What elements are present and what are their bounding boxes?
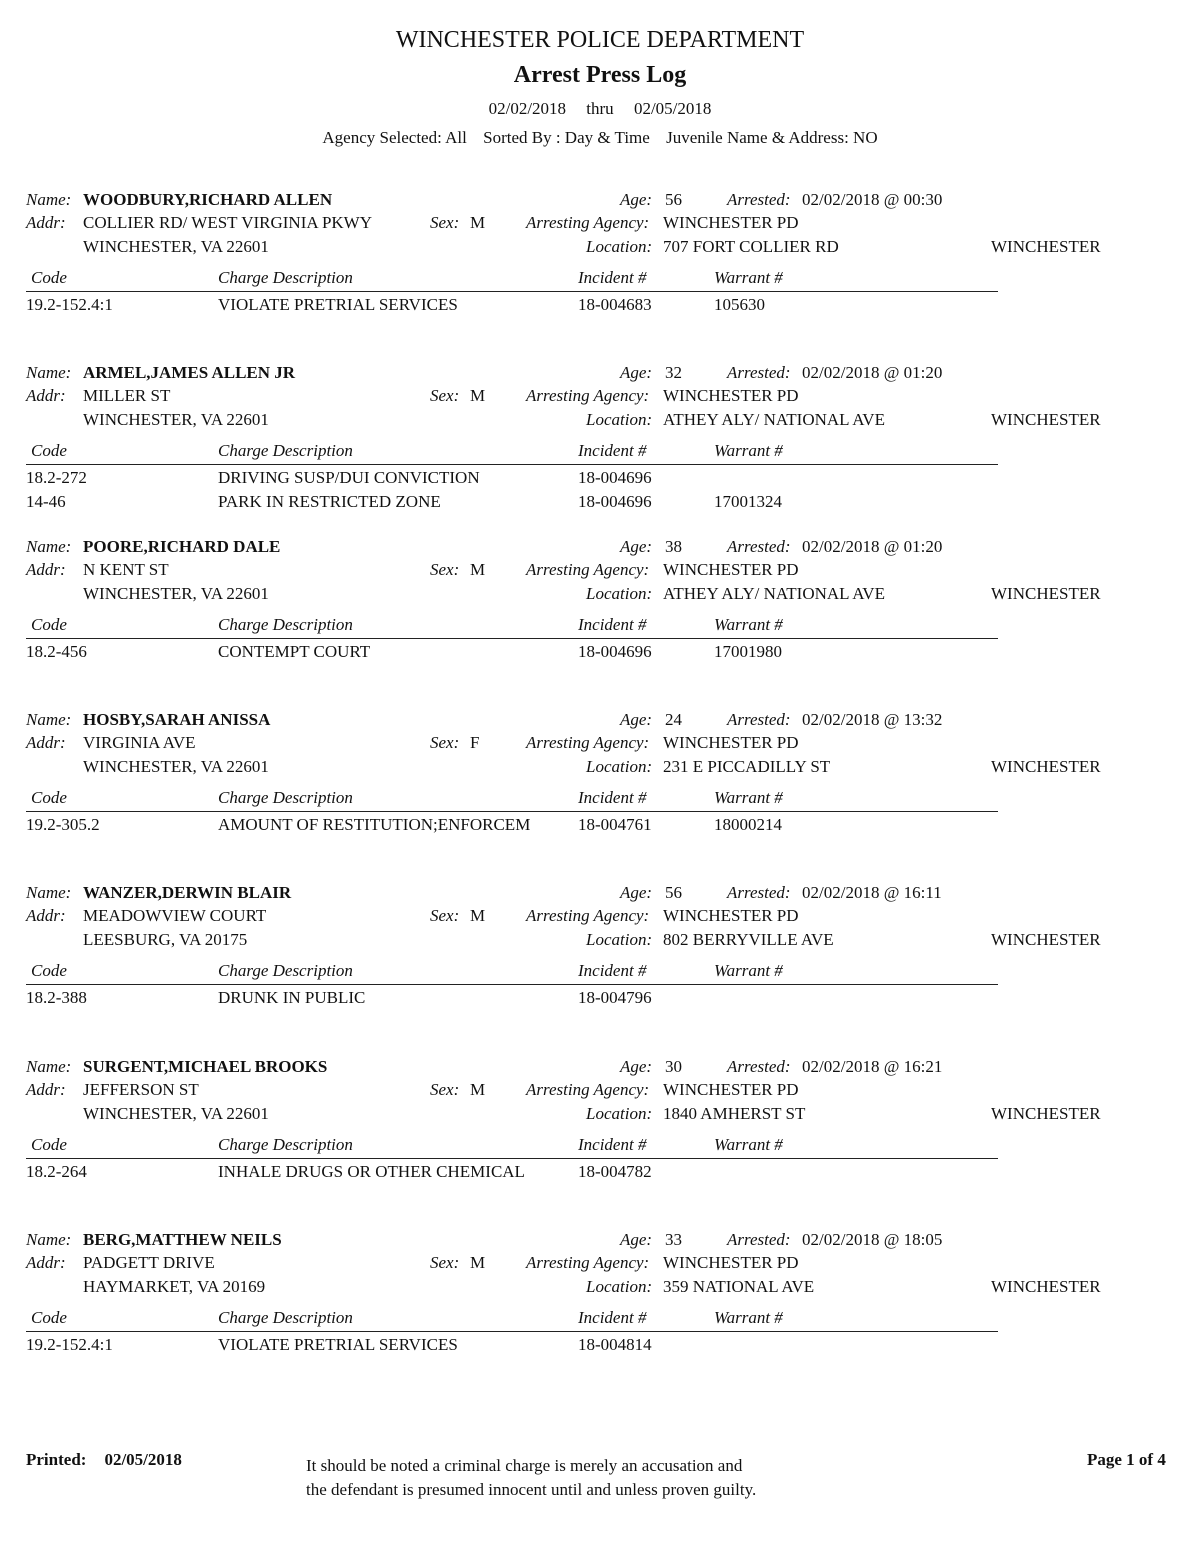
page-number: Page 1 of 4: [1087, 1450, 1166, 1469]
jurisdiction: WINCHESTER: [991, 1277, 1101, 1296]
age-label: Age:: [620, 1230, 653, 1249]
age-label: Age:: [620, 1057, 653, 1076]
charge-column-header: Charge Description: [218, 1308, 353, 1327]
jurisdiction: WINCHESTER: [991, 930, 1101, 949]
code-column-header: Code: [31, 961, 67, 980]
warrant-column-header: Warrant #: [714, 441, 783, 460]
addr-label: Addr:: [26, 906, 66, 925]
arrestee-age: 30: [665, 1057, 682, 1076]
name-label: Name:: [26, 1230, 72, 1249]
arrestee-name: SURGENT,MICHAEL BROOKS: [83, 1057, 328, 1076]
arrest-record: [0, 360, 1200, 530]
code-column-header: Code: [31, 441, 67, 460]
address-line-2: WINCHESTER, VA 22601: [83, 1104, 269, 1123]
arrested-label: Arrested:: [727, 1230, 791, 1249]
arrested-datetime: 02/02/2018 @ 16:21: [802, 1057, 943, 1076]
arresting-agency: WINCHESTER PD: [663, 1080, 799, 1099]
charge-code: 18.2-388: [26, 988, 87, 1007]
agency-label: Arresting Agency:: [526, 1253, 650, 1272]
arrested-label: Arrested:: [727, 363, 791, 382]
name-label: Name:: [26, 710, 72, 729]
charge-code: 19.2-152.4:1: [26, 295, 113, 314]
header-divider: [26, 811, 998, 812]
address-line-1: COLLIER RD/ WEST VIRGINIA PKWY: [83, 213, 372, 232]
arrestee-age: 38: [665, 537, 682, 556]
charge-description: AMOUNT OF RESTITUTION;ENFORCEM: [218, 815, 531, 834]
incident-column-header: Incident #: [578, 615, 647, 634]
charge-code: 14-46: [26, 492, 66, 511]
sex-label: Sex:: [430, 1080, 460, 1099]
warrant-column-header: Warrant #: [714, 961, 783, 980]
charge-code: 19.2-152.4:1: [26, 1335, 113, 1354]
addr-label: Addr:: [26, 1080, 66, 1099]
code-column-header: Code: [31, 788, 67, 807]
arrested-label: Arrested:: [727, 537, 791, 556]
arrestee-name: HOSBY,SARAH ANISSA: [83, 710, 271, 729]
name-label: Name:: [26, 883, 72, 902]
code-column-header: Code: [31, 268, 67, 287]
charge-code: 18.2-456: [26, 642, 87, 661]
arresting-agency: WINCHESTER PD: [663, 733, 799, 752]
arrestee-sex: M: [470, 1253, 486, 1272]
arrested-label: Arrested:: [727, 710, 791, 729]
printed-value: 02/05/2018: [104, 1450, 182, 1469]
arrestee-name: WOODBURY,RICHARD ALLEN: [83, 190, 333, 209]
juvenile-flag: Juvenile Name & Address: NO: [666, 128, 878, 147]
arrestee-name: BERG,MATTHEW NEILS: [83, 1230, 282, 1249]
incident-column-header: Incident #: [578, 788, 647, 807]
incident-column-header: Incident #: [578, 1308, 647, 1327]
arrestee-age: 33: [665, 1230, 682, 1249]
address-line-1: N KENT ST: [83, 560, 169, 579]
addr-label: Addr:: [26, 386, 66, 405]
charge-description: CONTEMPT COURT: [218, 642, 371, 661]
arrest-location: 359 NATIONAL AVE: [663, 1277, 815, 1296]
arrestee-name: ARMEL,JAMES ALLEN JR: [83, 363, 296, 382]
address-line-1: MILLER ST: [83, 386, 171, 405]
date-range: [0, 99, 1200, 119]
report-title: Arrest Press Log: [513, 62, 687, 88]
agency-label: Arresting Agency:: [526, 213, 650, 232]
arrested-datetime: 02/02/2018 @ 13:32: [802, 710, 943, 729]
header-divider: [26, 291, 998, 292]
incident-number: 18-004761: [578, 815, 652, 834]
agency-label: Arresting Agency:: [526, 906, 650, 925]
charge-code: 18.2-272: [26, 468, 87, 487]
code-column-header: Code: [31, 615, 67, 634]
charge-code: 18.2-264: [26, 1162, 87, 1181]
agency-label: Arresting Agency:: [526, 560, 650, 579]
arrest-location: 802 BERRYVILLE AVE: [663, 930, 834, 949]
arrested-datetime: 02/02/2018 @ 18:05: [802, 1230, 943, 1249]
header-divider: [26, 638, 998, 639]
incident-number: 18-004782: [578, 1162, 652, 1181]
address-line-1: PADGETT DRIVE: [83, 1253, 215, 1272]
warrant-column-header: Warrant #: [714, 268, 783, 287]
incident-column-header: Incident #: [578, 268, 647, 287]
arrested-label: Arrested:: [727, 190, 791, 209]
location-label: Location:: [586, 757, 653, 776]
location-label: Location:: [586, 410, 653, 429]
location-label: Location:: [586, 584, 653, 603]
address-line-2: WINCHESTER, VA 22601: [83, 584, 269, 603]
arrestee-sex: M: [470, 560, 486, 579]
incident-number: 18-004683: [578, 295, 652, 314]
incident-column-header: Incident #: [578, 441, 647, 460]
arrest-record: [0, 534, 1200, 704]
name-label: Name:: [26, 190, 72, 209]
charge-description: VIOLATE PRETRIAL SERVICES: [218, 1335, 458, 1354]
name-label: Name:: [26, 537, 72, 556]
charge-column-header: Charge Description: [218, 788, 353, 807]
location-label: Location:: [586, 237, 653, 256]
charge-code: 19.2-305.2: [26, 815, 100, 834]
sex-label: Sex:: [430, 906, 460, 925]
location-label: Location:: [586, 930, 653, 949]
header-divider: [26, 984, 998, 985]
arrestee-age: 56: [665, 190, 682, 209]
warrant-number: 17001980: [714, 642, 782, 661]
charge-description: DRUNK IN PUBLIC: [218, 988, 366, 1007]
arresting-agency: WINCHESTER PD: [663, 213, 799, 232]
printed-label: Printed:: [26, 1450, 87, 1469]
arrest-record: [0, 707, 1200, 877]
arrested-datetime: 02/02/2018 @ 16:11: [802, 883, 942, 902]
addr-label: Addr:: [26, 1253, 66, 1272]
agency-label: Arresting Agency:: [526, 386, 650, 405]
arrestee-name: POORE,RICHARD DALE: [83, 537, 281, 556]
jurisdiction: WINCHESTER: [991, 410, 1101, 429]
warrant-column-header: Warrant #: [714, 1135, 783, 1154]
incident-column-header: Incident #: [578, 961, 647, 980]
charge-column-header: Charge Description: [218, 441, 353, 460]
warrant-column-header: Warrant #: [714, 615, 783, 634]
report-parameters: [0, 128, 1200, 148]
charge-column-header: Charge Description: [218, 961, 353, 980]
arrestee-sex: M: [470, 906, 486, 925]
address-line-2: HAYMARKET, VA 20169: [83, 1277, 266, 1296]
arrest-record: [0, 880, 1200, 1050]
charge-column-header: Charge Description: [218, 268, 353, 287]
header-divider: [26, 1158, 998, 1159]
arresting-agency: WINCHESTER PD: [663, 906, 799, 925]
warrant-number: 105630: [714, 295, 765, 314]
arrested-datetime: 02/02/2018 @ 00:30: [802, 190, 943, 209]
charge-column-header: Charge Description: [218, 1135, 353, 1154]
arrested-datetime: 02/02/2018 @ 01:20: [802, 363, 943, 382]
header-divider: [26, 1331, 998, 1332]
arrest-record: [0, 1227, 1200, 1397]
agency-label: Arresting Agency:: [526, 733, 650, 752]
arrest-location: 231 E PICCADILLY ST: [663, 757, 831, 776]
incident-column-header: Incident #: [578, 1135, 647, 1154]
name-label: Name:: [26, 363, 72, 382]
location-label: Location:: [586, 1104, 653, 1123]
disclaimer-line-1: It should be noted a criminal charge is merely an accusation and: [306, 1456, 743, 1475]
incident-number: 18-004696: [578, 492, 652, 511]
charge-description: VIOLATE PRETRIAL SERVICES: [218, 295, 458, 314]
address-line-2: WINCHESTER, VA 22601: [83, 410, 269, 429]
arrest-location: 707 FORT COLLIER RD: [663, 237, 839, 256]
arrestee-sex: M: [470, 1080, 486, 1099]
printed-date: [26, 1450, 200, 1470]
address-line-1: MEADOWVIEW COURT: [83, 906, 267, 925]
department-title: WINCHESTER POLICE DEPARTMENT: [395, 27, 805, 53]
arrest-location: ATHEY ALY/ NATIONAL AVE: [663, 410, 885, 429]
charge-description: PARK IN RESTRICTED ZONE: [218, 492, 441, 511]
charge-description: DRIVING SUSP/DUI CONVICTION: [218, 468, 480, 487]
disclaimer-line-2: the defendant is presumed innocent until and unless proven guilty.: [306, 1480, 757, 1499]
warrant-number: 18000214: [714, 815, 782, 834]
sex-label: Sex:: [430, 560, 460, 579]
arrest-record: [0, 1054, 1200, 1224]
header-divider: [26, 464, 998, 465]
date-thru: thru: [586, 99, 614, 118]
arrested-label: Arrested:: [727, 1057, 791, 1076]
arresting-agency: WINCHESTER PD: [663, 1253, 799, 1272]
age-label: Age:: [620, 363, 653, 382]
arrestee-name: WANZER,DERWIN BLAIR: [83, 883, 292, 902]
disclaimer-note: [306, 1454, 756, 1502]
sex-label: Sex:: [430, 386, 460, 405]
arrestee-age: 24: [665, 710, 682, 729]
addr-label: Addr:: [26, 213, 66, 232]
warrant-column-header: Warrant #: [714, 788, 783, 807]
code-column-header: Code: [31, 1135, 67, 1154]
arrestee-age: 56: [665, 883, 682, 902]
addr-label: Addr:: [26, 733, 66, 752]
age-label: Age:: [620, 883, 653, 902]
age-label: Age:: [620, 190, 653, 209]
arrestee-sex: M: [470, 386, 486, 405]
arrestee-age: 32: [665, 363, 682, 382]
jurisdiction: WINCHESTER: [991, 237, 1101, 256]
sorted-by: Sorted By : Day & Time: [483, 128, 650, 147]
arrest-location: 1840 AMHERST ST: [663, 1104, 806, 1123]
arrestee-sex: M: [470, 213, 486, 232]
charge-description: INHALE DRUGS OR OTHER CHEMICAL: [218, 1162, 525, 1181]
jurisdiction: WINCHESTER: [991, 1104, 1101, 1123]
address-line-2: LEESBURG, VA 20175: [83, 930, 248, 949]
agency-selected: Agency Selected: All: [322, 128, 467, 147]
address-line-2: WINCHESTER, VA 22601: [83, 757, 269, 776]
name-label: Name:: [26, 1057, 72, 1076]
arresting-agency: WINCHESTER PD: [663, 560, 799, 579]
date-to: 02/05/2018: [633, 99, 712, 118]
address-line-1: VIRGINIA AVE: [83, 733, 196, 752]
arrested-label: Arrested:: [727, 883, 791, 902]
age-label: Age:: [620, 710, 653, 729]
jurisdiction: WINCHESTER: [991, 584, 1101, 603]
age-label: Age:: [620, 537, 653, 556]
sex-label: Sex:: [430, 1253, 460, 1272]
location-label: Location:: [586, 1277, 653, 1296]
arrest-record: [0, 187, 1200, 357]
warrant-number: 17001324: [714, 492, 782, 511]
sex-label: Sex:: [430, 733, 460, 752]
code-column-header: Code: [31, 1308, 67, 1327]
arrest-location: ATHEY ALY/ NATIONAL AVE: [663, 584, 885, 603]
incident-number: 18-004796: [578, 988, 652, 1007]
arresting-agency: WINCHESTER PD: [663, 386, 799, 405]
date-from: 02/02/2018: [488, 99, 567, 118]
incident-number: 18-004814: [578, 1335, 652, 1354]
incident-number: 18-004696: [578, 642, 652, 661]
warrant-column-header: Warrant #: [714, 1308, 783, 1327]
arrested-datetime: 02/02/2018 @ 01:20: [802, 537, 943, 556]
sex-label: Sex:: [430, 213, 460, 232]
address-line-2: WINCHESTER, VA 22601: [83, 237, 269, 256]
agency-label: Arresting Agency:: [526, 1080, 650, 1099]
address-line-1: JEFFERSON ST: [83, 1080, 199, 1099]
charge-column-header: Charge Description: [218, 615, 353, 634]
arrestee-sex: F: [470, 733, 480, 752]
addr-label: Addr:: [26, 560, 66, 579]
incident-number: 18-004696: [578, 468, 652, 487]
jurisdiction: WINCHESTER: [991, 757, 1101, 776]
